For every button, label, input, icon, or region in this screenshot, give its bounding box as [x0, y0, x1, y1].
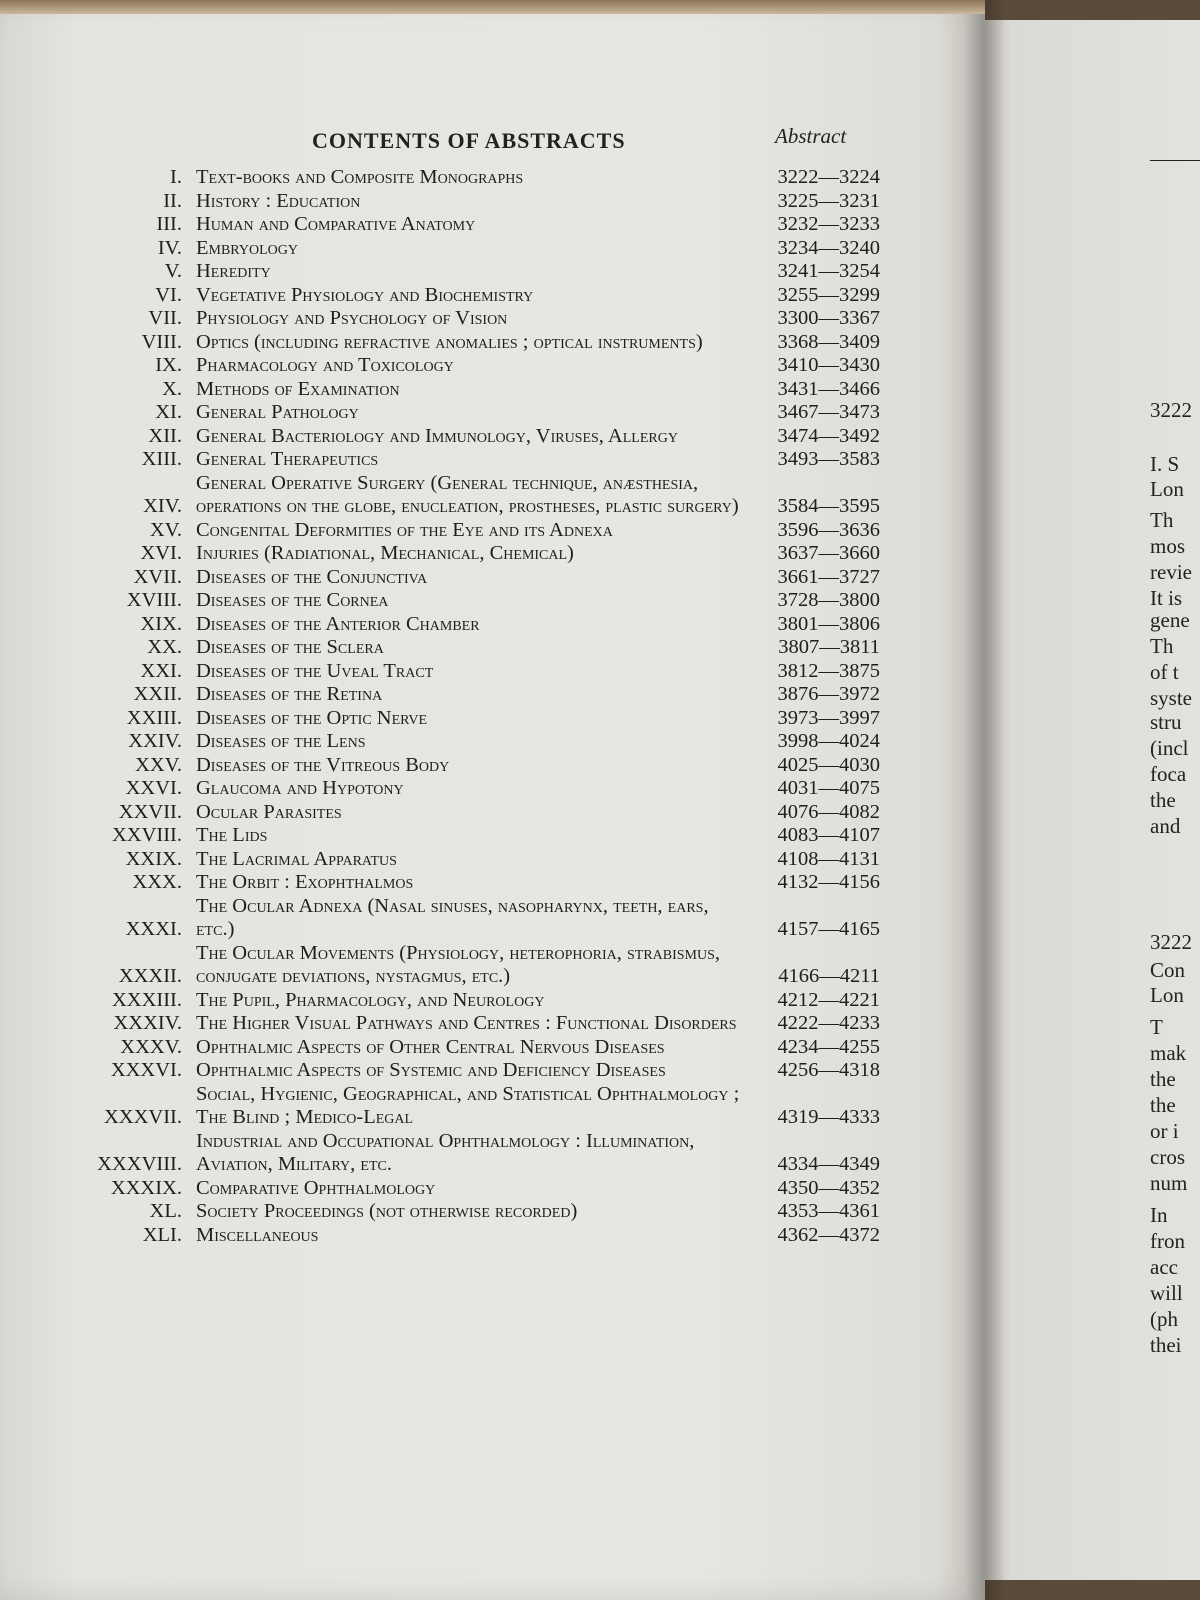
right-page-rule	[1150, 160, 1200, 161]
entry-number: XVII.	[133, 565, 182, 588]
contents-entry	[70, 613, 880, 637]
entry-title: The Orbit : Exophthalmos	[196, 871, 414, 893]
contents-entry	[70, 1224, 880, 1248]
contents-entry	[70, 190, 880, 214]
entry-abstract-range: 4234—4255	[777, 1035, 880, 1058]
entry-title: Diseases of the Lens	[196, 730, 366, 752]
entry-number: XXX.	[132, 871, 182, 893]
entry-number: V.	[164, 260, 182, 282]
entry-title: Social, Hygienic, Geographical, and Statistical Ophthalmology ; The Blind ; Medico-Legal	[196, 1082, 740, 1128]
right-page-fragment: num	[1150, 1171, 1188, 1195]
entry-title: Text-books and Composite Monographs	[196, 166, 524, 188]
entry-number: XXII.	[133, 683, 182, 705]
right-page-fragment: stru	[1150, 710, 1182, 734]
entry-abstract-range: 4157—4165	[777, 918, 880, 940]
entry-abstract-range: 4362—4372	[777, 1223, 880, 1246]
right-page-fragment: It is	[1150, 586, 1183, 610]
right-page-fragment: will	[1150, 1281, 1183, 1305]
entry-title: Diseases of the Anterior Chamber	[196, 612, 480, 635]
entry-title: General Operative Surgery (General technique, anæsthesia, operations on the globe, enucleation, prostheses, plastic surgery)	[196, 471, 739, 517]
entry-abstract-range: 3410—3430	[777, 354, 880, 376]
entry-abstract-range: 3584—3595	[777, 495, 880, 517]
entry-number: XXXVI.	[110, 1059, 182, 1081]
entry-abstract-range: 3661—3727	[777, 565, 880, 588]
entry-title: Diseases of the Vitreous Body	[196, 753, 450, 776]
page-top-edge	[0, 0, 985, 14]
entry-title: Diseases of the Retina	[196, 683, 383, 705]
entry-title: General Pathology	[196, 401, 359, 423]
entry-title: General Therapeutics	[196, 448, 379, 470]
contents-entry	[70, 848, 880, 872]
entry-title: Vegetative Physiology and Biochemistry	[196, 283, 534, 306]
entry-number: XXXV.	[120, 1035, 182, 1058]
entry-abstract-range: 4166—4211	[778, 965, 880, 987]
entry-title: Ophthalmic Aspects of Other Central Nervous Diseases	[196, 1035, 665, 1058]
entry-number: XIV.	[143, 495, 182, 517]
entry-number: XLI.	[142, 1223, 182, 1246]
right-page-fragment: Lon	[1150, 477, 1184, 501]
entry-title: The Ocular Movements (Physiology, heterophoria, strabismus, conjugate deviations, nystagmus, etc.)	[196, 941, 721, 987]
right-page-fragment: and	[1150, 814, 1181, 838]
entry-title: Diseases of the Uveal Tract	[196, 659, 434, 682]
entry-title: Comparative Ophthalmology	[196, 1176, 436, 1199]
contents-entry	[70, 636, 880, 660]
entry-title: The Pupil, Pharmacology, and Neurology	[196, 988, 545, 1011]
entry-abstract-range: 3300—3367	[777, 307, 880, 329]
entry-abstract-range: 3467—3473	[777, 401, 880, 423]
entry-abstract-range: 3728—3800	[777, 589, 880, 611]
contents-entry	[70, 754, 880, 778]
entry-number: XXIV.	[128, 730, 182, 752]
entry-title: Ocular Parasites	[196, 800, 342, 823]
right-page-fragment: 3222	[1150, 398, 1192, 422]
entry-abstract-range: 3807—3811	[778, 636, 880, 658]
entry-title: Injuries (Radiational, Mechanical, Chemical)	[196, 542, 574, 564]
entry-title: The Lacrimal Apparatus	[196, 847, 397, 870]
entry-abstract-range: 3234—3240	[777, 236, 880, 259]
entry-number: XVI.	[140, 542, 182, 564]
entry-title: Heredity	[196, 260, 271, 282]
entry-number: III.	[156, 213, 182, 235]
entry-title: Embryology	[196, 236, 298, 259]
entry-number: VIII.	[141, 330, 182, 353]
entry-title: Congenital Deformities of the Eye and its Adnexa	[196, 518, 613, 541]
contents-entry	[70, 519, 880, 543]
entry-abstract-range: 4108—4131	[777, 847, 880, 870]
contents-entry	[70, 1177, 880, 1201]
book-spine	[965, 0, 1005, 1600]
entry-abstract-range: 4222—4233	[777, 1012, 880, 1034]
entry-number: XV.	[149, 518, 182, 541]
entry-title: Society Proceedings (not otherwise recorded)	[196, 1200, 578, 1222]
entry-title: The Lids	[196, 824, 268, 846]
entry-abstract-range: 4319—4333	[777, 1106, 880, 1128]
entry-number: XXVI.	[125, 777, 182, 799]
entry-number: II.	[163, 189, 182, 212]
right-page-fragment: In	[1150, 1203, 1168, 1227]
contents-entry	[70, 448, 880, 472]
entry-title: Diseases of the Conjunctiva	[196, 565, 428, 588]
entry-number: XX.	[147, 636, 182, 658]
contents-entry	[70, 1012, 880, 1036]
entry-number: XI.	[155, 401, 182, 423]
entry-abstract-range: 3222—3224	[777, 166, 880, 188]
entry-number: XXXVII.	[104, 1106, 182, 1128]
entry-number: VI.	[155, 283, 182, 306]
entry-number: XXI.	[140, 659, 182, 682]
contents-entry	[70, 895, 880, 942]
right-page-fragment: fron	[1150, 1229, 1185, 1253]
entry-title: Diseases of the Optic Nerve	[196, 706, 428, 729]
entry-abstract-range: 3998—4024	[777, 730, 880, 752]
entry-abstract-range: 3232—3233	[777, 213, 880, 235]
entry-abstract-range: 3596—3636	[777, 518, 880, 541]
contents-list	[70, 166, 880, 1247]
entry-title: Physiology and Psychology of Vision	[196, 307, 508, 329]
entry-abstract-range: 4031—4075	[777, 777, 880, 799]
contents-entry	[70, 354, 880, 378]
right-page-fragment: I. S	[1150, 452, 1180, 476]
entry-abstract-range: 3812—3875	[777, 659, 880, 682]
entry-abstract-range: 4353—4361	[777, 1200, 880, 1222]
entry-number: XXXI.	[125, 918, 182, 940]
entry-abstract-range: 3973—3997	[777, 706, 880, 729]
contents-entry	[70, 237, 880, 261]
right-page-fragment: the	[1150, 1093, 1176, 1117]
contents-entry	[70, 1059, 880, 1083]
entry-title: General Bacteriology and Immunology, Viruses, Allergy	[196, 424, 678, 447]
entry-abstract-range: 3368—3409	[777, 330, 880, 353]
entry-number: XXXII.	[118, 965, 182, 987]
right-page-fragment: gene	[1150, 608, 1190, 632]
right-page-fragment: the	[1150, 1067, 1176, 1091]
contents-entry	[70, 683, 880, 707]
contents-entry	[70, 566, 880, 590]
right-page-fragment: or i	[1150, 1119, 1179, 1143]
entry-title: Pharmacology and Toxicology	[196, 354, 454, 376]
entry-abstract-range: 4025—4030	[777, 753, 880, 776]
entry-title: Ophthalmic Aspects of Systemic and Deficiency Diseases	[196, 1059, 666, 1081]
contents-entry	[70, 260, 880, 284]
contents-entry	[70, 707, 880, 731]
entry-number: XII.	[148, 424, 182, 447]
entry-number: XXXIX.	[110, 1176, 182, 1199]
right-page-fragment: revie	[1150, 560, 1192, 584]
entry-number: XXXIV.	[113, 1012, 182, 1034]
contents-entry	[70, 331, 880, 355]
entry-number: XXVIII.	[111, 824, 182, 846]
entry-abstract-range: 3493—3583	[777, 448, 880, 470]
entry-number: XXXIII.	[111, 988, 182, 1011]
contents-entry	[70, 801, 880, 825]
right-page-fragment: foca	[1150, 762, 1187, 786]
contents-entry	[70, 307, 880, 331]
contents-entry	[70, 213, 880, 237]
entry-title: The Higher Visual Pathways and Centres : Functional Disorders	[196, 1012, 737, 1034]
right-page-fragment: syste	[1150, 686, 1192, 710]
contents-entry	[70, 989, 880, 1013]
entry-number: XIX.	[140, 612, 182, 635]
entry-abstract-range: 4076—4082	[777, 800, 880, 823]
entry-number: IV.	[157, 236, 182, 259]
contents-entry	[70, 1130, 880, 1177]
entry-abstract-range: 4212—4221	[777, 988, 880, 1011]
right-page-fragment: cros	[1150, 1145, 1185, 1169]
entry-abstract-range: 3801—3806	[777, 612, 880, 635]
contents-entry	[70, 401, 880, 425]
entry-title: Diseases of the Sclera	[196, 636, 384, 658]
entry-number: XXVII.	[118, 800, 182, 823]
right-page-fragment: Con	[1150, 958, 1186, 982]
right-page-fragment: mak	[1150, 1041, 1187, 1065]
entry-abstract-range: 3474—3492	[777, 424, 880, 447]
entry-title: Industrial and Occupational Ophthalmology : Illumination, Aviation, Military, etc.	[196, 1129, 695, 1175]
entry-number: XXV.	[135, 753, 182, 776]
entry-title: Miscellaneous	[196, 1223, 319, 1246]
entry-number: XIII.	[141, 448, 182, 470]
right-page-fragment: (ph	[1150, 1307, 1178, 1331]
entry-abstract-range: 3255—3299	[777, 283, 880, 306]
right-page-fragment: Lon	[1150, 983, 1184, 1007]
entry-number: X.	[162, 377, 182, 400]
entry-number: IX.	[155, 354, 182, 376]
entry-title: Human and Comparative Anatomy	[196, 213, 476, 235]
right-page-fragment: 3222	[1150, 930, 1192, 954]
entry-number: XVIII.	[126, 589, 182, 611]
entry-abstract-range: 4083—4107	[777, 824, 880, 846]
entry-number: XXIX.	[125, 847, 182, 870]
entry-abstract-range: 4256—4318	[777, 1059, 880, 1081]
contents-entry	[70, 942, 880, 989]
contents-entry	[70, 824, 880, 848]
entry-number: VII.	[148, 307, 182, 329]
contents-entry	[70, 1036, 880, 1060]
contents-entry	[70, 871, 880, 895]
right-page-fragment: mos	[1150, 534, 1186, 558]
contents-entry	[70, 472, 880, 519]
entry-abstract-range: 3876—3972	[777, 683, 880, 705]
abstract-column-header: Abstract	[775, 124, 847, 148]
entry-number: XXIII.	[126, 706, 182, 729]
contents-entry	[70, 777, 880, 801]
entry-title: History : Education	[196, 189, 361, 212]
entry-title: Diseases of the Cornea	[196, 589, 389, 611]
right-page-fragment: of t	[1150, 660, 1179, 684]
entry-abstract-range: 3225—3231	[777, 189, 880, 212]
entry-abstract-range: 3637—3660	[777, 542, 880, 564]
entry-title: The Ocular Adnexa (Nasal sinuses, nasopharynx, teeth, ears, etc.)	[196, 894, 709, 940]
right-page-fragment: Th	[1150, 508, 1174, 532]
right-page-fragment: the	[1150, 788, 1176, 812]
entry-abstract-range: 4132—4156	[777, 871, 880, 893]
entry-abstract-range: 3241—3254	[777, 260, 880, 282]
page-title: CONTENTS OF ABSTRACTS	[312, 128, 626, 153]
entry-title: Optics (including refractive anomalies ; optical instruments)	[196, 330, 703, 353]
contents-entry	[70, 542, 880, 566]
entry-abstract-range: 4350—4352	[777, 1176, 880, 1199]
contents-entry	[70, 378, 880, 402]
contents-entry	[70, 425, 880, 449]
contents-entry	[70, 1200, 880, 1224]
right-page-fragment: (incl	[1150, 736, 1189, 760]
entry-title: Glaucoma and Hypotony	[196, 777, 404, 799]
entry-abstract-range: 4334—4349	[777, 1153, 880, 1175]
right-page-fragment: thei	[1150, 1333, 1182, 1357]
contents-entry	[70, 589, 880, 613]
right-page-fragment: T	[1150, 1015, 1163, 1039]
entry-number: XL.	[149, 1200, 182, 1222]
contents-entry	[70, 1083, 880, 1130]
entry-number: I.	[170, 166, 182, 188]
right-page-fragment: acc	[1150, 1255, 1178, 1279]
contents-entry	[70, 730, 880, 754]
contents-entry	[70, 284, 880, 308]
entry-number: XXXVIII.	[97, 1153, 182, 1175]
contents-entry	[70, 166, 880, 190]
right-page-fragment: Th	[1150, 634, 1174, 658]
entry-title: Methods of Examination	[196, 377, 400, 400]
contents-entry	[70, 660, 880, 684]
entry-abstract-range: 3431—3466	[777, 377, 880, 400]
